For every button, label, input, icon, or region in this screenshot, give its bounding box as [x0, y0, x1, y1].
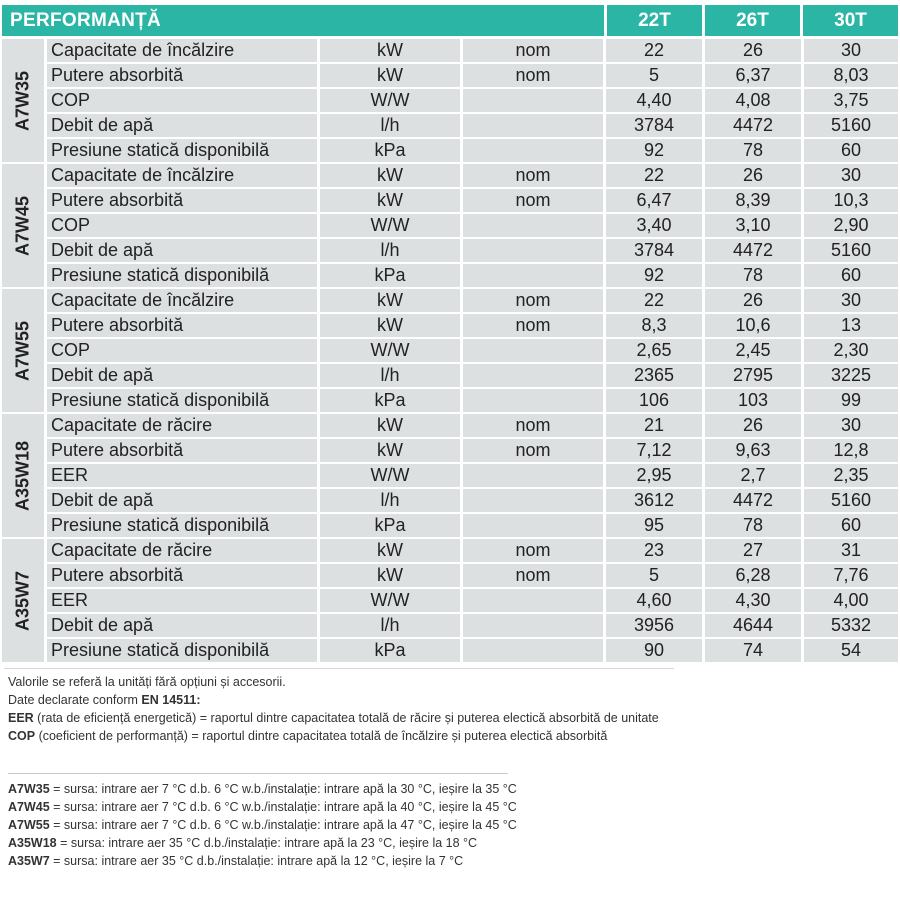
value-cell-22t: 8,3: [606, 314, 702, 337]
param-cell: Putere absorbită: [47, 314, 317, 337]
table-row: [47, 564, 898, 587]
cop-definition: COP (coeficient de performanță) = raportul dintre capacitatea totală de încălzire și puterea electică absorbită: [8, 729, 608, 743]
param-cell: Debit de apă: [47, 364, 317, 387]
unit-cell: l/h: [320, 614, 460, 637]
unit-cell: kW: [320, 439, 460, 462]
legend-item: A35W7 = sursa: intrare aer 35 °C d.b./instalație: intrare apă la 12 °C, ieșire la 7 °C: [8, 854, 464, 868]
value-cell-26t: 26: [705, 289, 801, 312]
table-row: [47, 414, 898, 437]
value-cell-26t: 4472: [705, 239, 801, 262]
value-cell-30t: 60: [804, 514, 898, 537]
condition-group-a7w35: [2, 39, 898, 162]
value-cell-22t: 3612: [606, 489, 702, 512]
value-cell-22t: 3784: [606, 114, 702, 137]
param-cell: Capacitate de încălzire: [47, 39, 317, 62]
value-cell-22t: 7,12: [606, 439, 702, 462]
param-cell: Putere absorbită: [47, 564, 317, 587]
value-cell-30t: 60: [804, 264, 898, 287]
value-cell-22t: 22: [606, 289, 702, 312]
value-cell-30t: 13: [804, 314, 898, 337]
nom-cell: [463, 464, 603, 487]
param-cell: Capacitate de încălzire: [47, 289, 317, 312]
value-cell-22t: 22: [606, 164, 702, 187]
nom-cell: [463, 264, 603, 287]
unit-cell: kPa: [320, 139, 460, 162]
value-cell-30t: 30: [804, 414, 898, 437]
value-cell-26t: 4,08: [705, 89, 801, 112]
value-cell-22t: 2,95: [606, 464, 702, 487]
note-line: Date declarate conform EN 14511:: [8, 693, 201, 707]
nom-cell: [463, 489, 603, 512]
value-cell-22t: 6,47: [606, 189, 702, 212]
value-cell-30t: 4,00: [804, 589, 898, 612]
nom-cell: nom: [463, 164, 603, 187]
condition-group-a35w7: [2, 539, 898, 662]
condition-label: A35W18: [2, 414, 44, 537]
nom-cell: [463, 364, 603, 387]
param-cell: Debit de apă: [47, 489, 317, 512]
value-cell-30t: 3,75: [804, 89, 898, 112]
value-cell-22t: 95: [606, 514, 702, 537]
divider: [8, 773, 508, 774]
value-cell-30t: 3225: [804, 364, 898, 387]
value-cell-30t: 5160: [804, 489, 898, 512]
param-cell: COP: [47, 89, 317, 112]
model-header-22t: 22T: [607, 5, 702, 36]
value-cell-30t: 31: [804, 539, 898, 562]
value-cell-22t: 5: [606, 64, 702, 87]
value-cell-30t: 10,3: [804, 189, 898, 212]
legend-item: A7W45 = sursa: intrare aer 7 °C d.b. 6 °C w.b./instalație: intrare apă la 40 °C, ieșire la 45 °C: [8, 800, 517, 814]
nom-cell: [463, 139, 603, 162]
value-cell-26t: 103: [705, 389, 801, 412]
notes-section: [8, 673, 659, 870]
param-cell: COP: [47, 339, 317, 362]
value-cell-22t: 4,60: [606, 589, 702, 612]
table-row: [47, 314, 898, 337]
condition-label: A7W45: [2, 164, 44, 287]
nom-cell: [463, 339, 603, 362]
value-cell-30t: 54: [804, 639, 898, 662]
table-row: [47, 289, 898, 312]
table-row: [47, 89, 898, 112]
param-cell: Capacitate de încălzire: [47, 164, 317, 187]
value-cell-26t: 78: [705, 514, 801, 537]
unit-cell: kW: [320, 189, 460, 212]
value-cell-26t: 8,39: [705, 189, 801, 212]
value-cell-30t: 30: [804, 164, 898, 187]
param-cell: Debit de apă: [47, 239, 317, 262]
model-header-30t: 30T: [803, 5, 898, 36]
table-row: [47, 64, 898, 87]
value-cell-22t: 90: [606, 639, 702, 662]
value-cell-30t: 5160: [804, 239, 898, 262]
value-cell-22t: 22: [606, 39, 702, 62]
param-cell: Presiune statică disponibilă: [47, 389, 317, 412]
value-cell-22t: 92: [606, 264, 702, 287]
value-cell-30t: 7,76: [804, 564, 898, 587]
param-cell: Putere absorbită: [47, 64, 317, 87]
unit-cell: kPa: [320, 264, 460, 287]
value-cell-26t: 74: [705, 639, 801, 662]
table-row: [47, 39, 898, 62]
table-row: [47, 639, 898, 662]
nom-cell: nom: [463, 39, 603, 62]
unit-cell: l/h: [320, 239, 460, 262]
table-row: [47, 139, 898, 162]
param-cell: Presiune statică disponibilă: [47, 514, 317, 537]
table-row: [47, 389, 898, 412]
value-cell-26t: 27: [705, 539, 801, 562]
param-cell: Capacitate de răcire: [47, 414, 317, 437]
param-cell: Capacitate de răcire: [47, 539, 317, 562]
nom-cell: nom: [463, 189, 603, 212]
condition-label: A7W35: [2, 39, 44, 162]
param-cell: Debit de apă: [47, 614, 317, 637]
table-row: [47, 614, 898, 637]
condition-label: A35W7: [2, 539, 44, 662]
value-cell-22t: 4,40: [606, 89, 702, 112]
value-cell-26t: 78: [705, 264, 801, 287]
nom-cell: [463, 89, 603, 112]
unit-cell: W/W: [320, 339, 460, 362]
param-cell: Putere absorbită: [47, 189, 317, 212]
table-row: [47, 514, 898, 537]
table-row: [47, 339, 898, 362]
value-cell-30t: 2,35: [804, 464, 898, 487]
condition-label: A7W55: [2, 289, 44, 412]
value-cell-26t: 26: [705, 164, 801, 187]
unit-cell: W/W: [320, 214, 460, 237]
condition-group-a35w18: [2, 414, 898, 537]
value-cell-30t: 30: [804, 39, 898, 62]
nom-cell: [463, 239, 603, 262]
table-header: [2, 5, 898, 36]
legend: [8, 780, 659, 870]
nom-cell: [463, 214, 603, 237]
table-row: [47, 489, 898, 512]
unit-cell: kPa: [320, 514, 460, 537]
unit-cell: kW: [320, 414, 460, 437]
value-cell-22t: 5: [606, 564, 702, 587]
table-row: [47, 239, 898, 262]
unit-cell: kW: [320, 39, 460, 62]
table-row: [47, 164, 898, 187]
unit-cell: kW: [320, 539, 460, 562]
value-cell-26t: 78: [705, 139, 801, 162]
unit-cell: kW: [320, 64, 460, 87]
value-cell-30t: 2,90: [804, 214, 898, 237]
condition-group-a7w55: [2, 289, 898, 412]
value-cell-26t: 4644: [705, 614, 801, 637]
value-cell-26t: 2,7: [705, 464, 801, 487]
unit-cell: kPa: [320, 389, 460, 412]
nom-cell: nom: [463, 414, 603, 437]
value-cell-26t: 4,30: [705, 589, 801, 612]
table-row: [47, 439, 898, 462]
legend-item: A7W35 = sursa: intrare aer 7 °C d.b. 6 °C w.b./instalație: intrare apă la 30 °C, ieșire la 35 °C: [8, 782, 517, 796]
table-row: [47, 264, 898, 287]
unit-cell: l/h: [320, 364, 460, 387]
unit-cell: l/h: [320, 489, 460, 512]
table-title: PERFORMANȚĂ: [2, 5, 604, 36]
condition-group-a7w45: [2, 164, 898, 287]
value-cell-26t: 10,6: [705, 314, 801, 337]
param-cell: COP: [47, 214, 317, 237]
value-cell-22t: 21: [606, 414, 702, 437]
unit-cell: kW: [320, 564, 460, 587]
param-cell: EER: [47, 464, 317, 487]
value-cell-30t: 12,8: [804, 439, 898, 462]
param-cell: Presiune statică disponibilă: [47, 639, 317, 662]
table-row: [47, 539, 898, 562]
value-cell-26t: 3,10: [705, 214, 801, 237]
table-row: [47, 364, 898, 387]
value-cell-30t: 5332: [804, 614, 898, 637]
unit-cell: kPa: [320, 639, 460, 662]
param-cell: Debit de apă: [47, 114, 317, 137]
param-cell: Presiune statică disponibilă: [47, 264, 317, 287]
value-cell-26t: 26: [705, 39, 801, 62]
unit-cell: W/W: [320, 89, 460, 112]
unit-cell: kW: [320, 314, 460, 337]
value-cell-22t: 3784: [606, 239, 702, 262]
value-cell-26t: 26: [705, 414, 801, 437]
value-cell-22t: 106: [606, 389, 702, 412]
table-row: [47, 214, 898, 237]
table-row: [47, 189, 898, 212]
nom-cell: nom: [463, 314, 603, 337]
nom-cell: nom: [463, 539, 603, 562]
nom-cell: [463, 389, 603, 412]
table-body: [2, 39, 898, 662]
value-cell-26t: 6,37: [705, 64, 801, 87]
value-cell-30t: 30: [804, 289, 898, 312]
value-cell-22t: 2,65: [606, 339, 702, 362]
unit-cell: W/W: [320, 464, 460, 487]
nom-cell: [463, 614, 603, 637]
value-cell-30t: 99: [804, 389, 898, 412]
performance-table: [2, 5, 898, 664]
nom-cell: nom: [463, 289, 603, 312]
note-line: Valorile se referă la unități fără opțiuni și accesorii.: [8, 675, 286, 689]
value-cell-22t: 92: [606, 139, 702, 162]
nom-cell: [463, 639, 603, 662]
value-cell-22t: 23: [606, 539, 702, 562]
unit-cell: kW: [320, 289, 460, 312]
nom-cell: [463, 114, 603, 137]
unit-cell: kW: [320, 164, 460, 187]
nom-cell: [463, 589, 603, 612]
value-cell-22t: 3956: [606, 614, 702, 637]
value-cell-26t: 2,45: [705, 339, 801, 362]
value-cell-22t: 2365: [606, 364, 702, 387]
table-row: [47, 589, 898, 612]
value-cell-26t: 9,63: [705, 439, 801, 462]
value-cell-30t: 60: [804, 139, 898, 162]
eer-definition: EER (rata de eficiență energetică) = raportul dintre capacitatea totală de răcire și puterea electică absorbită de unitate: [8, 711, 659, 725]
table-row: [47, 114, 898, 137]
param-cell: Putere absorbită: [47, 439, 317, 462]
nom-cell: [463, 514, 603, 537]
value-cell-30t: 5160: [804, 114, 898, 137]
value-cell-26t: 6,28: [705, 564, 801, 587]
divider: [4, 668, 674, 669]
param-cell: EER: [47, 589, 317, 612]
value-cell-26t: 4472: [705, 489, 801, 512]
value-cell-26t: 4472: [705, 114, 801, 137]
value-cell-30t: 2,30: [804, 339, 898, 362]
param-cell: Presiune statică disponibilă: [47, 139, 317, 162]
unit-cell: W/W: [320, 589, 460, 612]
legend-item: A35W18 = sursa: intrare aer 35 °C d.b./instalație: intrare apă la 23 °C, ieșire la 18 °C: [8, 836, 478, 850]
model-header-26t: 26T: [705, 5, 800, 36]
nom-cell: nom: [463, 564, 603, 587]
value-cell-26t: 2795: [705, 364, 801, 387]
table-row: [47, 464, 898, 487]
value-cell-22t: 3,40: [606, 214, 702, 237]
unit-cell: l/h: [320, 114, 460, 137]
nom-cell: nom: [463, 439, 603, 462]
value-cell-30t: 8,03: [804, 64, 898, 87]
legend-item: A7W55 = sursa: intrare aer 7 °C d.b. 6 °C w.b./instalație: intrare apă la 47 °C, ieșire la 45 °C: [8, 818, 517, 832]
nom-cell: nom: [463, 64, 603, 87]
